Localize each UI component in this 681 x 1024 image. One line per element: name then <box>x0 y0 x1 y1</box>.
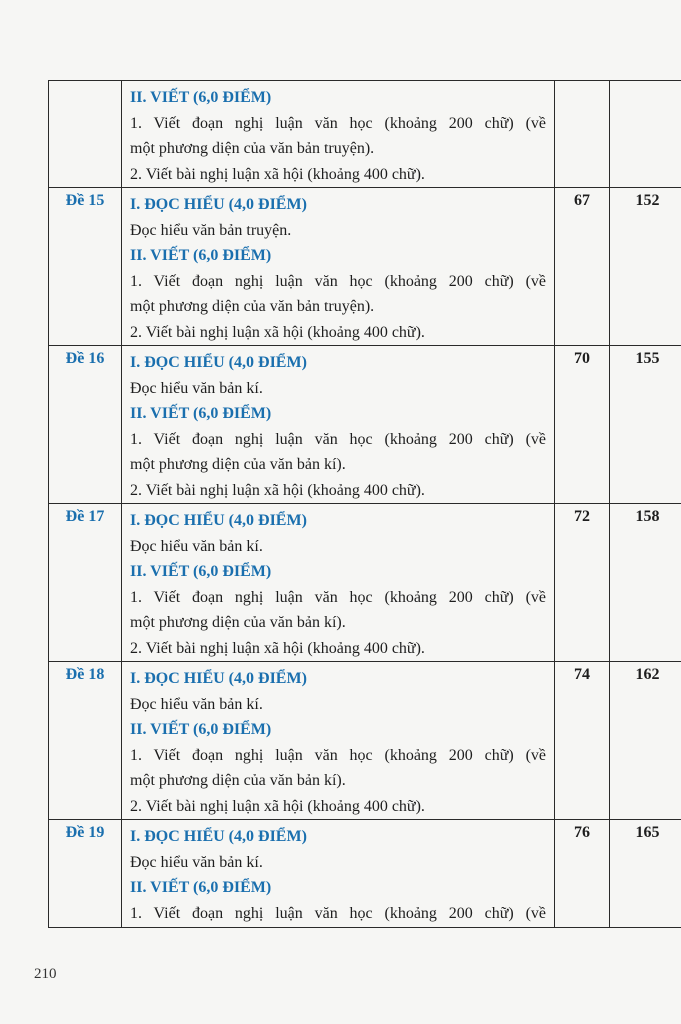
reading-task: Đọc hiểu văn bản kí. <box>130 853 263 871</box>
task-line: 2. Viết bài nghị luận xã hội (khoảng 400 chữ). <box>130 797 425 815</box>
task-line: 1. Viết đoạn nghị luận văn học (khoảng 200 chữ) (về <box>130 272 546 290</box>
exam-code <box>49 81 122 188</box>
task-line: 1. Viết đoạn nghị luận văn học (khoảng 200 chữ) (về <box>130 430 546 448</box>
exam-content <box>122 81 555 188</box>
question-page: 67 <box>555 188 610 346</box>
section-heading: I. ĐỌC HIỂU (4,0 ĐIỂM) <box>130 670 307 687</box>
question-page: 76 <box>555 820 610 928</box>
question-page: 72 <box>555 504 610 662</box>
exam-code: Đề 17 <box>49 504 122 662</box>
section-heading: I. ĐỌC HIỂU (4,0 ĐIỂM) <box>130 354 307 371</box>
task-line: một phương diện của văn bản kí). <box>130 772 346 789</box>
task-line: 1. Viết đoạn nghị luận văn học (khoảng 200 chữ) (về <box>130 114 546 132</box>
question-page: 74 <box>555 662 610 820</box>
answer-page: 162 <box>610 662 681 820</box>
section-heading: I. ĐỌC HIỂU (4,0 ĐIỂM) <box>130 512 307 529</box>
exam-content <box>122 346 555 504</box>
task-line: 1. Viết đoạn nghị luận văn học (khoảng 200 chữ) (về <box>130 904 546 922</box>
page-number: 210 <box>34 966 57 982</box>
exam-code: Đề 16 <box>49 346 122 504</box>
reading-task: Đọc hiểu văn bản kí. <box>130 379 263 397</box>
table-of-contents <box>48 80 681 928</box>
table-row <box>49 188 681 346</box>
task-line: một phương diện của văn bản truyện). <box>130 140 375 157</box>
task-line: một phương diện của văn bản kí). <box>130 456 346 473</box>
exam-code: Đề 18 <box>49 662 122 820</box>
reading-task: Đọc hiểu văn bản kí. <box>130 695 263 713</box>
answer-page: 165 <box>610 820 681 928</box>
section-heading: II. VIẾT (6,0 ĐIỂM) <box>130 721 272 738</box>
section-heading: II. VIẾT (6,0 ĐIỂM) <box>130 879 272 896</box>
task-line: 2. Viết bài nghị luận xã hội (khoảng 400 chữ). <box>130 165 425 183</box>
table-row <box>49 662 681 820</box>
table-row <box>49 820 681 928</box>
task-line: một phương diện của văn bản kí). <box>130 614 346 631</box>
task-line: 1. Viết đoạn nghị luận văn học (khoảng 200 chữ) (về <box>130 588 546 606</box>
question-page <box>555 81 610 188</box>
section-heading: II. VIẾT (6,0 ĐIỂM) <box>130 563 272 580</box>
question-page: 70 <box>555 346 610 504</box>
table-row <box>49 346 681 504</box>
answer-page: 155 <box>610 346 681 504</box>
answer-page <box>610 81 681 188</box>
exam-content <box>122 504 555 662</box>
task-line: 2. Viết bài nghị luận xã hội (khoảng 400 chữ). <box>130 323 425 341</box>
table-row <box>49 504 681 662</box>
section-heading: I. ĐỌC HIỂU (4,0 ĐIỂM) <box>130 828 307 845</box>
exam-code: Đề 15 <box>49 188 122 346</box>
exam-content <box>122 188 555 346</box>
task-line: 2. Viết bài nghị luận xã hội (khoảng 400 chữ). <box>130 481 425 499</box>
reading-task: Đọc hiểu văn bản kí. <box>130 537 263 555</box>
section-heading: II. VIẾT (6,0 ĐIỂM) <box>130 405 272 422</box>
section-heading: I. ĐỌC HIỂU (4,0 ĐIỂM) <box>130 196 307 213</box>
task-line: 2. Viết bài nghị luận xã hội (khoảng 400 chữ). <box>130 639 425 657</box>
section-heading: II. VIẾT (6,0 ĐIỂM) <box>130 247 272 264</box>
table-row <box>49 81 681 188</box>
reading-task: Đọc hiểu văn bản truyện. <box>130 221 292 239</box>
task-line: một phương diện của văn bản truyện). <box>130 298 375 315</box>
exam-code: Đề 19 <box>49 820 122 928</box>
exam-content <box>122 662 555 820</box>
task-line: 1. Viết đoạn nghị luận văn học (khoảng 200 chữ) (về <box>130 746 546 764</box>
answer-page: 152 <box>610 188 681 346</box>
answer-page: 158 <box>610 504 681 662</box>
section-heading: II. VIẾT (6,0 ĐIỂM) <box>130 89 272 106</box>
exam-content <box>122 820 555 928</box>
